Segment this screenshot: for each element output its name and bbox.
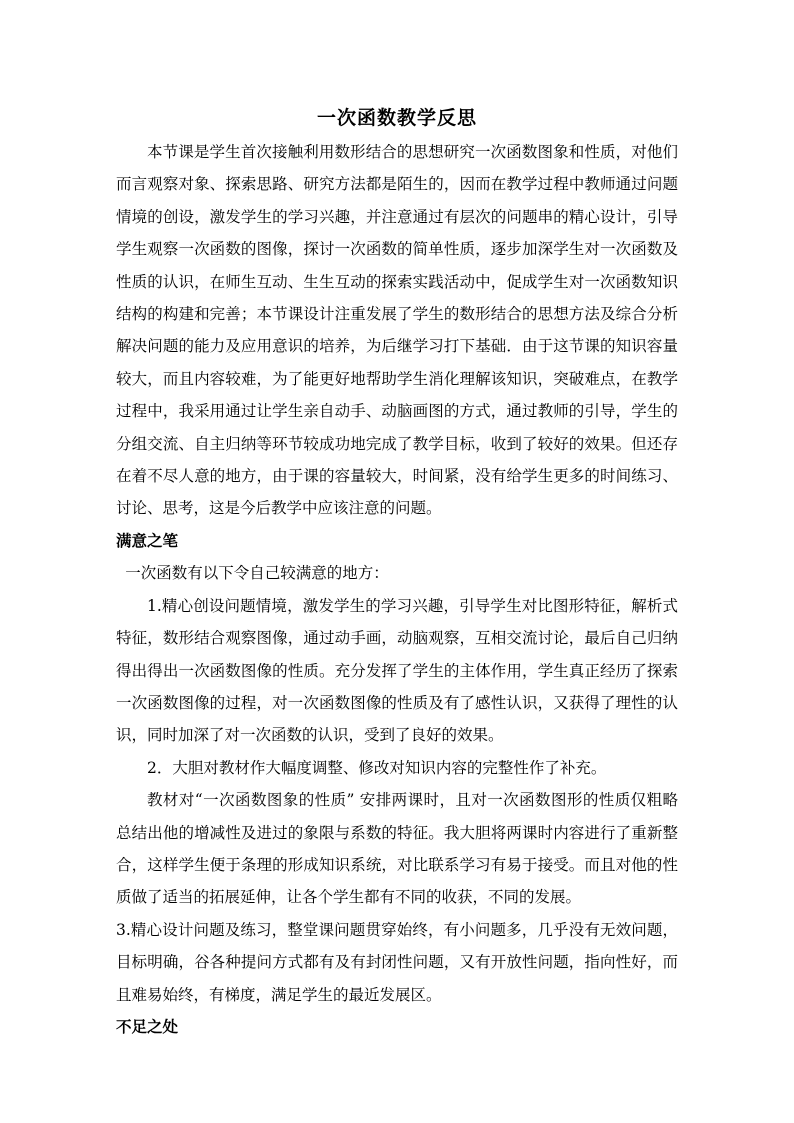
- point-2-detail-paragraph: 教材对“一次函数图象的性质” 安排两课时，且对一次函数图形的性质仅粗略总结出他的增减性及进过的象限与系数的特征。我大胆将两课时内容进行了重新整合，这样学生便于条理的形成知识系统，对比联系学习有易于接受。而且对他的性质做了适当的拓展延伸，让各个学生都有不同的收获，不同的发展。: [116, 791, 678, 907]
- document-body: [116, 104, 678, 1043]
- point-1-paragraph: 1.精心创设问题情境，激发学生的学习兴趣，引导学生对比图形特征，解析式特征，数形结合观察图像，通过动手画，动脑观察，互相交流讨论，最后自己归纳得出得出一次函数图像的性质。充分发挥了学生的主体作用，学生真正经历了探索一次函数图像的过程，对一次函数图像的性质及有了感性认识，又获得了理性的认识，同时加深了对一次函数的认识，受到了良好的效果。: [116, 596, 678, 745]
- document-title: 一次函数教学反思: [316, 107, 477, 129]
- point-3-paragraph: 3.精心设计问题及练习，整堂课问题贯穿始终，有小问题多，几乎没有无效问题，目标明确，谷各种提问方式都有及有封闭性问题，又有开放性问题，指向性好，而且难易始终，有梯度，满足学生的最近发展区。: [116, 920, 678, 1004]
- intro-paragraph: 本节课是学生首次接触利用数形结合的思想研究一次函数图象和性质，对他们而言观察对象、探索思路、研究方法都是陌生的，因而在教学过程中教师通过问题情境的创设，激发学生的学习兴趣，并注意通过有层次的问题串的精心设计，引导学生观察一次函数的图像，探讨一次函数的简单性质，逐步加深学生对一次函数及性质的认识，在师生互动、生生互动的探索实践活动中，促成学生对一次函数知识结构的构建和完善；本节课设计注重发展了学生的数形结合的思想方法及综合分析解决问题的能力及应用意识的培养，为后继学习打下基础．由于这节课的知识容量较大，而且内容较难，为了能更好地帮助学生消化理解该知识，突破难点，在教学过程中，我采用通过让学生亲自动手、动脑画图的方式，通过教师的引导，学生的分组交流、自主归纳等环节较成功地完成了教学目标，收到了较好的效果。但还存在着不尽人意的地方，由于课的容量较大，时间紧，没有给学生更多的时间练习、讨论、思考，这是今后教学中应该注意的问题。: [116, 143, 678, 518]
- point-2-paragraph: 2．大胆对教材作大幅度调整、修改对知识内容的完整性作了补充。: [147, 758, 607, 777]
- section1-lead: 一次函数有以下令自己较满意的地方：: [125, 564, 389, 583]
- section-heading-satisfied: 满意之笔: [116, 530, 179, 550]
- section-heading-shortcomings: 不足之处: [116, 1016, 179, 1036]
